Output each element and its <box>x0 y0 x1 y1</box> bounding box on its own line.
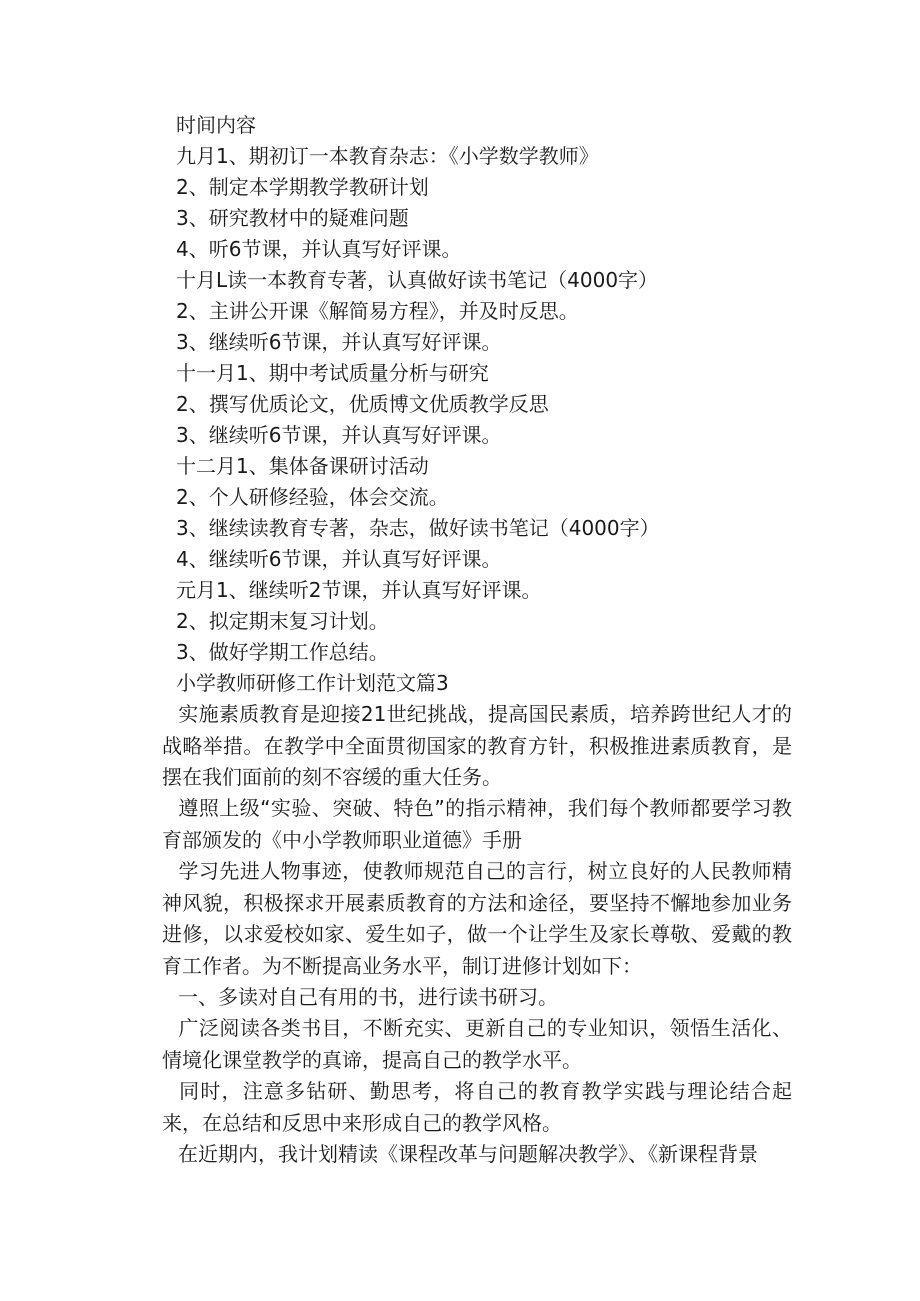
schedule-line-september-3: 3、研究教材中的疑难问题 <box>176 206 409 230</box>
schedule-line-october-2: 2、主讲公开课《解简易方程》，并及时反思。 <box>176 299 579 323</box>
paragraph-6-text: 同时，注意多钻研、勤思考，将自己的教育教学实践与理论结合起来，在总结和反思中来形成自己的教学风格。 <box>162 1079 792 1135</box>
schedule-line-january-2: 2、拟定期末复习计划。 <box>176 609 389 633</box>
schedule-line-january-1: 元月1、继续听2节课，并认真写好评课。 <box>176 578 542 602</box>
schedule-line-january-3: 3、做好学期工作总结。 <box>176 640 389 664</box>
schedule-line-september-2: 2、制定本学期教学教研计划 <box>176 175 429 199</box>
schedule-line-december-2: 2、个人研修经验，体会交流。 <box>176 485 449 509</box>
paragraph-7 <box>162 1139 792 1171</box>
schedule-header: 时间内容 <box>176 113 256 137</box>
schedule-line-december-4: 4、继续听6节课，并认真写好评课。 <box>176 547 502 571</box>
schedule-line-september-1: 九月1、期初订一本教育杂志：《小学数学教师》 <box>176 144 599 168</box>
paragraph-6 <box>162 1076 792 1139</box>
schedule-line-november-1: 十一月1、期中考试质量分析与研究 <box>176 361 489 385</box>
paragraph-3 <box>162 856 792 982</box>
paragraph-2-text: 遵照上级“实验、突破、特色”的指示精神，我们每个教师都要学习教育部颁发的《中小学教师职业道德》手册 <box>162 796 792 852</box>
paragraph-1-text: 实施素质教育是迎接21世纪挑战，提高国民素质，培养跨世纪人才的战略举措。在教学中全面贯彻国家的教育方针，积极推进素质教育，是摆在我们面前的刻不容缓的重大任务。 <box>162 702 792 789</box>
paragraph-4 <box>162 982 792 1014</box>
schedule-line-december-1: 十二月1、集体备课研讨活动 <box>176 454 429 478</box>
schedule-line-december-3: 3、继续读教育专著，杂志，做好读书笔记（4000字） <box>176 516 660 540</box>
schedule-line-november-2: 2、撰写优质论文，优质博文优质教学反思 <box>176 392 549 416</box>
paragraph-3-text: 学习先进人物事迹，使教师规范自己的言行，树立良好的人民教师精神风貌，积极探求开展素质教育的方法和途径，要坚持不懈地参加业务进修，以求爱校如家、爱生如子，做一个让学生及家长尊敬、爱戴的教育工作者。为不断提高业务水平，制订进修计划如下： <box>162 859 792 978</box>
paragraph-1 <box>162 699 792 794</box>
schedule-line-september-4: 4、听6节课，并认真写好评课。 <box>176 237 462 261</box>
schedule-line-october-3: 3、继续听6节课，并认真写好评课。 <box>176 330 502 354</box>
paragraph-4-text: 一、多读对自己有用的书，进行读书研习。 <box>178 985 558 1009</box>
schedule-line-november-3: 3、继续听6节课，并认真写好评课。 <box>176 423 502 447</box>
paragraph-2 <box>162 793 792 856</box>
paragraph-5-text: 广泛阅读各类书目，不断充实、更新自己的专业知识，领悟生活化、情境化课堂教学的真谛，提高自己的教学水平。 <box>162 1016 792 1072</box>
paragraph-5 <box>162 1013 792 1076</box>
section-title: 小学教师研修工作计划范文篇3 <box>176 671 449 695</box>
schedule-line-october-1: 十月L读一本教育专著，认真做好读书笔记（4000字） <box>176 268 659 292</box>
paragraph-7-text: 在近期内，我计划精读《课程改革与问题解决教学》、《新课程背景 <box>178 1142 758 1166</box>
